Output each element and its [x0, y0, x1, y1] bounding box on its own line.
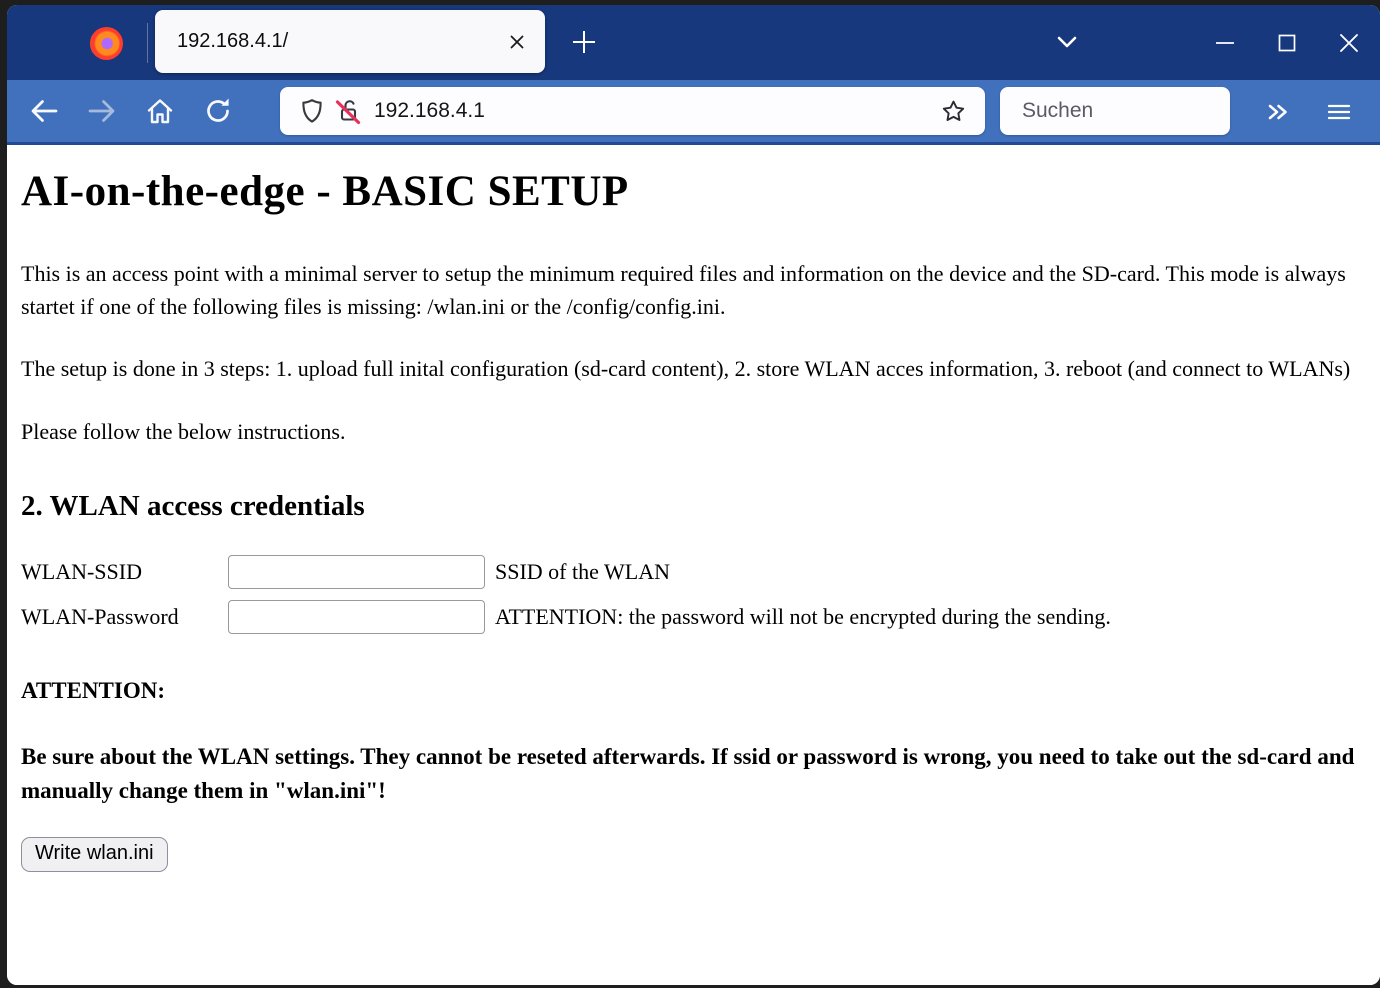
close-icon: [507, 32, 527, 52]
plus-icon: [569, 27, 599, 57]
search-input[interactable]: [1022, 99, 1293, 123]
back-button[interactable]: [22, 89, 66, 133]
home-icon: [144, 95, 176, 127]
reload-icon: [201, 94, 235, 128]
arrow-left-icon: [26, 93, 62, 129]
tracking-protection-button[interactable]: [294, 91, 330, 131]
bookmark-star-button[interactable]: [935, 91, 971, 131]
reload-button[interactable]: [196, 89, 240, 133]
forward-button[interactable]: [80, 89, 124, 133]
insecure-lock-icon: [333, 96, 363, 126]
search-box[interactable]: [1000, 87, 1230, 135]
close-icon: [1337, 31, 1361, 55]
ssid-input[interactable]: [228, 555, 485, 589]
web-page: [7, 145, 1380, 985]
minimize-icon: [1214, 32, 1236, 54]
window-controls: [1194, 5, 1380, 80]
maximize-button[interactable]: [1256, 5, 1318, 80]
shield-icon: [298, 97, 326, 125]
password-label: WLAN-Password: [21, 604, 179, 630]
attention-heading: ATTENTION:: [21, 678, 165, 704]
url-text[interactable]: 192.168.4.1: [374, 99, 485, 122]
navigation-toolbar: [7, 80, 1380, 145]
active-tab[interactable]: [155, 10, 545, 73]
intro-paragraph-3: Please follow the below instructions.: [21, 418, 346, 444]
home-button[interactable]: [138, 89, 182, 133]
url-bar[interactable]: [280, 87, 985, 135]
password-hint: ATTENTION: the password will not be encrypted during the sending.: [495, 604, 1111, 630]
section-title: 2. WLAN access credentials: [21, 490, 365, 523]
overflow-menu-button[interactable]: [1255, 90, 1299, 134]
write-wlan-ini-button[interactable]: Write wlan.ini: [21, 837, 168, 872]
attention-text: Be sure about the WLAN settings. They cannot be reseted afterwards. If ssid or password is wrong, you need to take out the sd-card and manually change them in "wlan.ini"!: [21, 744, 1355, 803]
app-menu-button[interactable]: [1317, 90, 1361, 134]
firefox-logo-icon: [90, 27, 123, 60]
tab-separator: [147, 23, 148, 63]
wlan-credentials-form: [21, 555, 1364, 634]
list-all-tabs-button[interactable]: [1049, 25, 1085, 59]
page-title: AI-on-the-edge - BASIC SETUP: [21, 168, 629, 215]
new-tab-button[interactable]: [567, 25, 601, 59]
star-icon: [940, 98, 967, 125]
minimize-button[interactable]: [1194, 5, 1256, 80]
tab-title: 192.168.4.1/: [177, 30, 289, 52]
maximize-icon: [1277, 33, 1297, 53]
password-input[interactable]: [228, 600, 485, 634]
connection-security-button[interactable]: [330, 91, 366, 131]
firefox-view-button[interactable]: [87, 24, 125, 62]
intro-paragraph-2: The setup is done in 3 steps: 1. upload full inital configuration (sd-card content), 2. store WLAN acces information, 3. reboot (and connect to WLANs): [21, 356, 1351, 382]
double-chevron-right-icon: [1261, 96, 1293, 128]
tab-close-button[interactable]: [503, 28, 531, 56]
close-window-button[interactable]: [1318, 5, 1380, 80]
ssid-label: WLAN-SSID: [21, 559, 142, 585]
hamburger-icon: [1325, 98, 1353, 126]
ssid-hint: SSID of the WLAN: [495, 559, 670, 585]
intro-paragraph-1: This is an access point with a minimal server to setup the minimum required files and information on the device and the SD-card. This mode is always startet if one of the following files is missing: /wlan.ini or the /config/config.ini.: [21, 261, 1346, 319]
firefox-window: [7, 5, 1380, 985]
chevron-down-icon: [1051, 26, 1083, 58]
arrow-right-icon: [84, 93, 120, 129]
tab-bar: [7, 5, 1380, 80]
